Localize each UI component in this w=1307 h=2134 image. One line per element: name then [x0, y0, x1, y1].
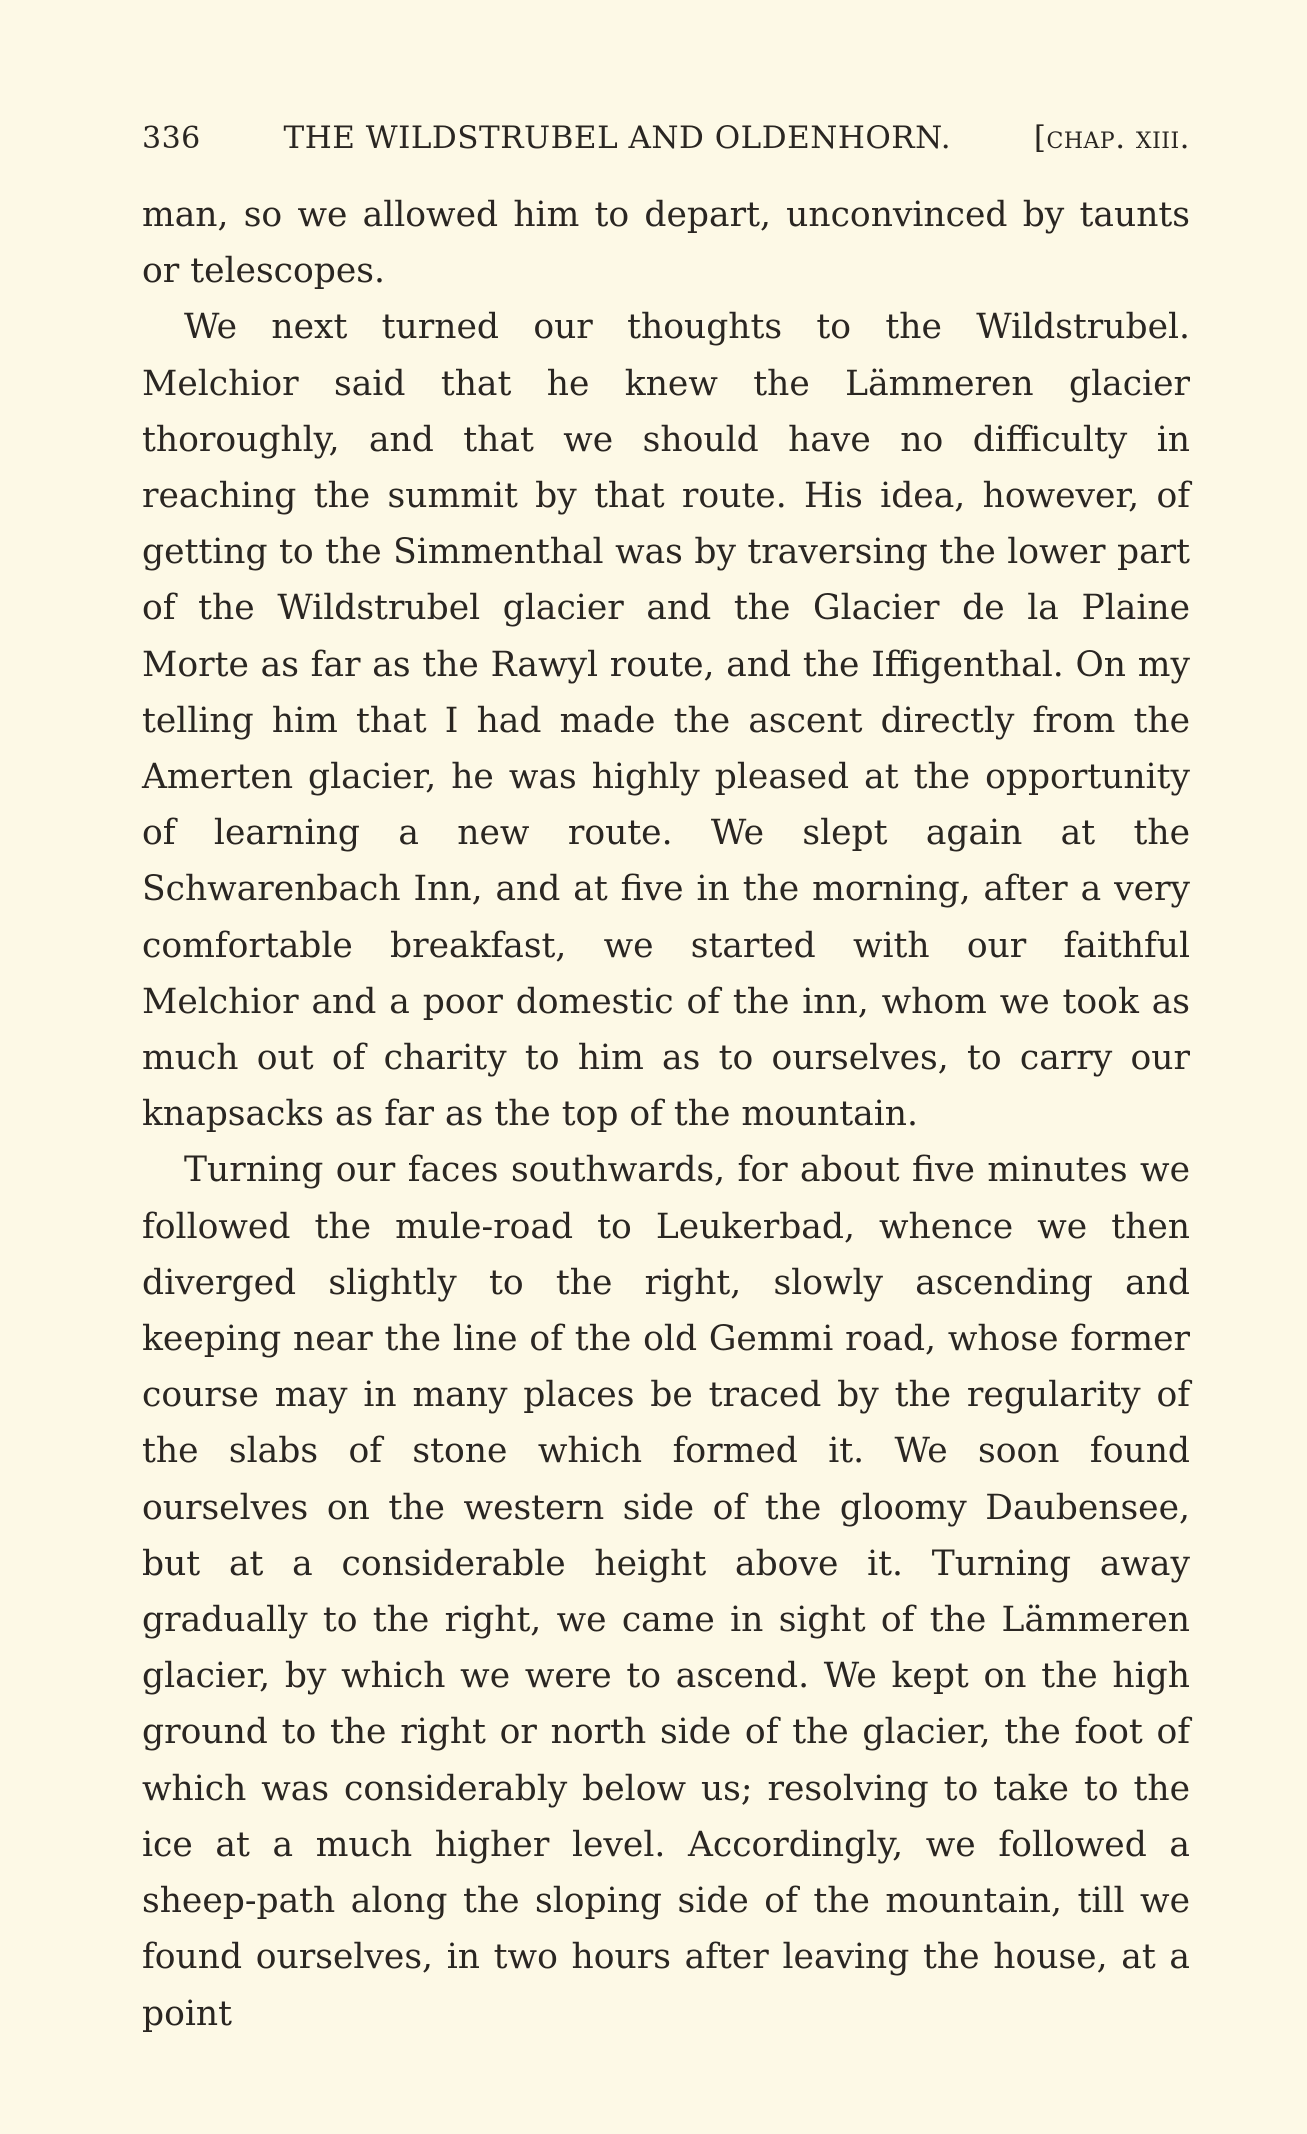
running-title: THE WILDSTRUBEL AND OLDENHORN. [283, 120, 952, 156]
body-text [142, 187, 1190, 2042]
paragraph: We next turned our thoughts to the Wildstrubel. Melchior said that he knew the Lämmeren glacier thoroughly, and that we should have no difficulty in reaching the summit by that route. His idea, however, of getting to the Simmenthal was by traversing the lower part of the Wildstrubel glacier and the Glacier de la Plaine Morte as far as the Rawyl route, and the Iffigenthal. On my telling him that I had made the ascent directly from the Amerten glacier, he was highly pleased at the opportunity of learning a new route. We slept again at the Schwarenbach Inn, and at five in the morning, after a very comfortable breakfast, we started with our faithful Melchior and a poor domestic of the inn, whom we took as much out of charity to him as to ourselves, to carry our knapsacks as far as the top of the mountain. [142, 307, 1190, 1135]
paragraph-continued: man, so we allowed him to depart, unconvinced by taunts or telescopes. [142, 195, 1190, 292]
chapter-label: [chap. xiii. [1033, 120, 1190, 156]
page-number: 336 [142, 121, 201, 156]
running-head [142, 118, 1190, 159]
paragraph: Turning our faces southwards, for about five minutes we followed the mule-road to Leukerbad, whence we then diverged slightly to the right, slowly ascending and keeping near the line of the old Gemmi road, whose former course may in many places be traced by the regularity of the slabs of stone which formed it. We soon found ourselves on the western side of the gloomy Daubensee, but at a considerable height above it. Turning away gradually to the right, we came in sight of the Lämmeren glacier, by which we were to ascend. We kept on the high ground to the right or north side of the glacier, the foot of which was considerably below us; resolving to take to the ice at a much higher level. Accordingly, we followed a sheep-path along the sloping side of the mountain, till we found ourselves, in two hours after leaving the house, at a point [142, 1150, 1190, 2034]
book-page [142, 118, 1190, 2042]
